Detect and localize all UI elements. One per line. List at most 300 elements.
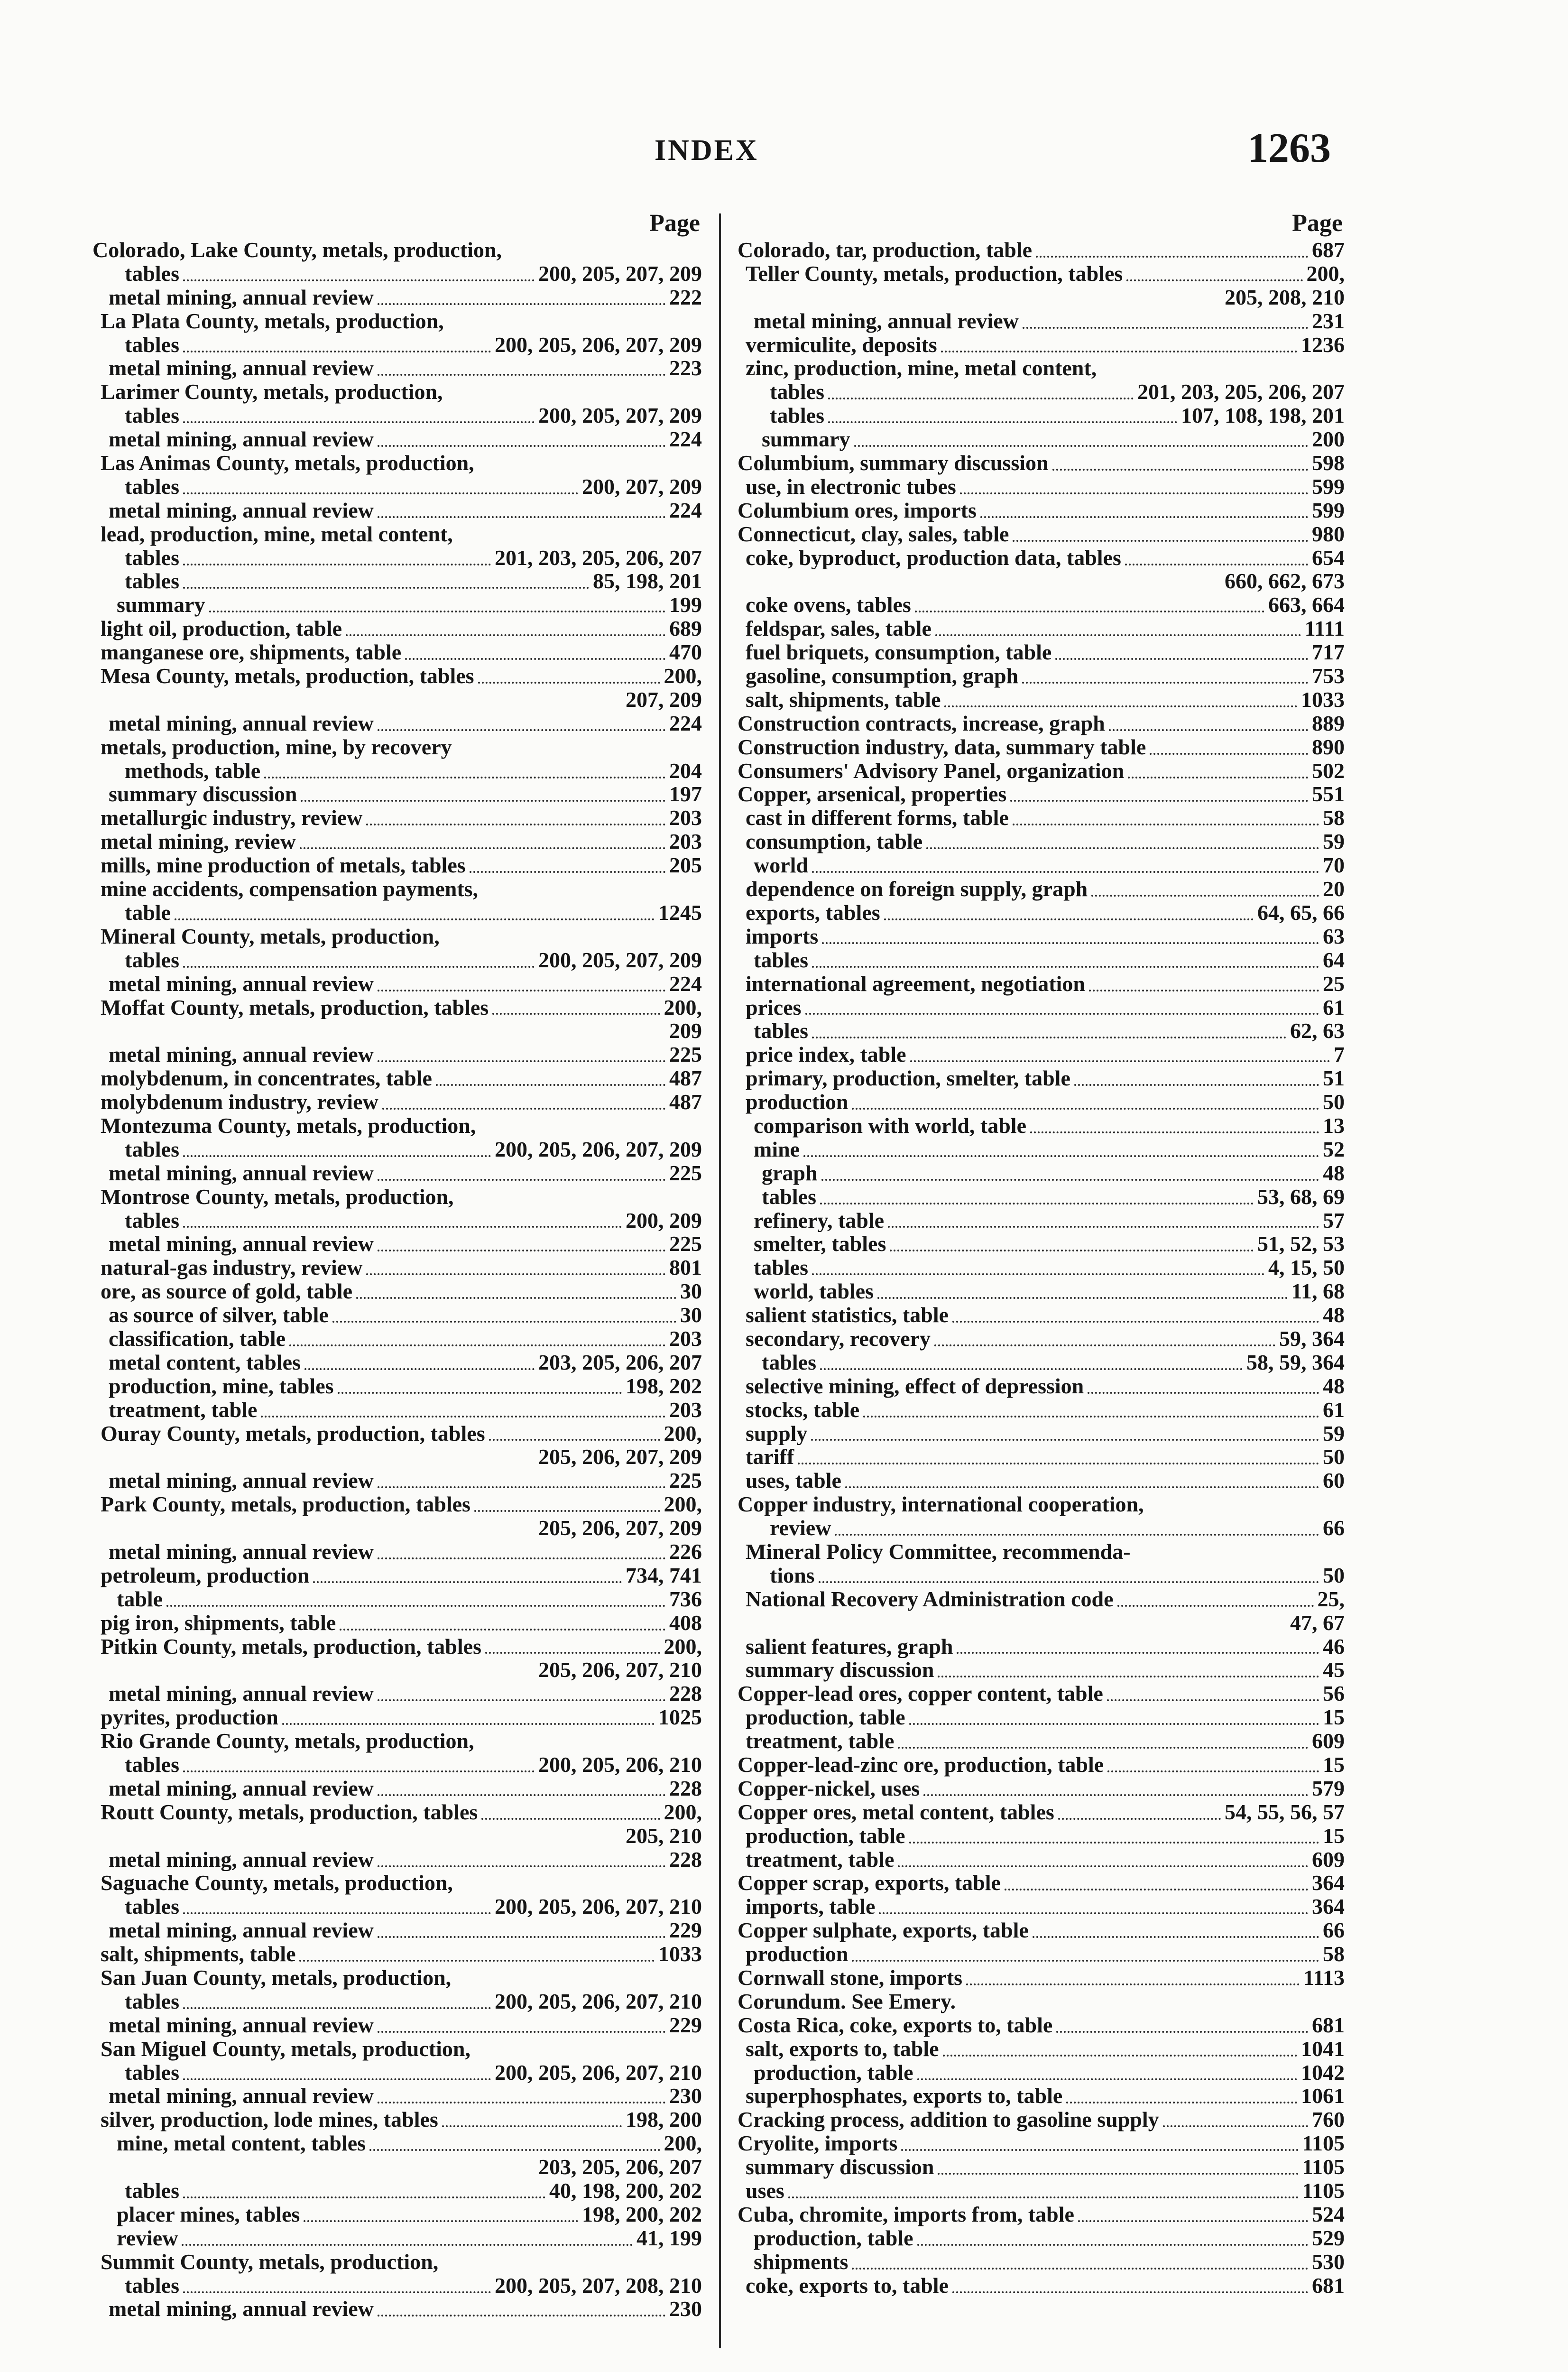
entry-term: Mesa County, metals, production, tables — [101, 664, 474, 688]
entry-page-refs: 599 — [1312, 474, 1345, 499]
dot-leader — [474, 1510, 660, 1512]
entry-page-refs: 225 — [669, 1161, 702, 1185]
dot-leader — [1088, 1392, 1319, 1394]
entry-term: primary, production, smelter, table — [746, 1066, 1070, 1091]
index-entry — [738, 522, 1345, 546]
dot-leader — [915, 611, 1264, 612]
dot-leader — [1033, 1936, 1319, 1938]
dot-leader — [378, 1936, 665, 1938]
index-entry — [92, 712, 702, 735]
entry-term: coke, exports to, table — [746, 2273, 949, 2298]
index-entry — [738, 1516, 1345, 1540]
entry-page-refs: 203 — [669, 1326, 702, 1351]
index-entry — [92, 617, 702, 640]
index-entry — [92, 1777, 702, 1800]
entry-page-refs: 1105 — [1302, 2131, 1345, 2156]
index-entry — [92, 1895, 702, 1918]
index-entry — [738, 1635, 1345, 1659]
entry-term: tables — [125, 569, 179, 593]
entry-page-refs: 200, — [664, 995, 702, 1019]
index-entry — [738, 640, 1345, 664]
dot-leader — [183, 2007, 491, 2009]
entry-term: pig iron, shipments, table — [101, 1611, 336, 1635]
entry-page-refs: 231 — [1312, 309, 1345, 333]
entry-term: tables — [125, 1208, 179, 1232]
index-entry — [92, 2226, 702, 2250]
index-entry — [92, 853, 702, 877]
dot-leader — [1052, 469, 1308, 471]
dot-leader — [1109, 729, 1308, 731]
index-entry — [92, 664, 702, 688]
entry-page-refs: 200, 205, 207, 209 — [538, 261, 702, 286]
dot-leader — [957, 1652, 1319, 1654]
dot-leader — [877, 1297, 1288, 1299]
entry-term: summary discussion — [746, 1658, 934, 1682]
entry-term: silver, production, lode mines, tables — [101, 2108, 438, 2132]
entry-page-refs: 57 — [1323, 1208, 1345, 1232]
index-entry — [92, 1753, 702, 1777]
entry-term: metal mining, annual review — [109, 1232, 374, 1256]
index-entry — [92, 1611, 702, 1635]
dot-leader — [1150, 753, 1308, 755]
index-entry — [738, 782, 1345, 806]
entry-term: metal mining, annual review — [109, 285, 374, 309]
entry-term: mine, metal content, tables — [117, 2131, 366, 2156]
entry-term: metal mining, annual review — [109, 498, 374, 522]
index-entry — [92, 475, 702, 499]
index-entry — [738, 877, 1345, 901]
entry-page-refs: 48 — [1323, 1303, 1345, 1327]
dot-leader — [828, 398, 1134, 399]
entry-page-refs: 753 — [1312, 664, 1345, 688]
dot-leader — [1163, 2125, 1308, 2127]
index-entry — [738, 1256, 1345, 1279]
index-entry — [738, 2203, 1345, 2226]
entry-page-refs: 59, 364 — [1279, 1326, 1345, 1351]
index-entry — [738, 1161, 1345, 1185]
entry-page-refs: 58, 59, 364 — [1246, 1350, 1345, 1374]
entry-page-refs: 487 — [669, 1066, 702, 1091]
entry-term: tables — [754, 948, 808, 972]
index-entry — [92, 380, 702, 404]
dot-leader — [485, 1652, 660, 1654]
entry-page-refs: 551 — [1312, 782, 1345, 806]
index-entry — [92, 1209, 702, 1232]
index-entry — [738, 309, 1345, 333]
entry-term: Consumers' Advisory Panel, organization — [738, 759, 1125, 783]
index-entry — [738, 1303, 1345, 1327]
index-entry — [92, 309, 702, 333]
dot-leader — [1036, 256, 1308, 258]
dot-leader — [909, 1842, 1319, 1844]
entry-term: cast in different forms, table — [746, 806, 1009, 830]
entry-term: metal mining, annual review — [109, 1918, 374, 1943]
entry-page-refs: 1105 — [1302, 2155, 1345, 2179]
index-entry — [92, 2179, 702, 2203]
entry-page-refs: 224 — [669, 711, 702, 735]
dot-leader — [378, 1699, 665, 1701]
entry-page-refs: 364 — [1312, 1895, 1345, 1919]
index-entry — [92, 1066, 702, 1090]
entry-term: coke ovens, tables — [746, 593, 911, 617]
entry-term: review — [117, 2226, 178, 2250]
entry-term: Copper, arsenical, properties — [738, 782, 1007, 806]
index-entry — [738, 664, 1345, 688]
entry-term: metal mining, annual review — [109, 1161, 374, 1185]
entry-term: metal mining, annual review — [109, 1776, 374, 1800]
entry-page-refs: 58 — [1323, 1942, 1345, 1966]
entry-page-refs: 201, 203, 205, 206, 207 — [1137, 380, 1345, 404]
index-entry — [92, 1540, 702, 1564]
entry-term: Cracking process, addition to gasoline supply — [738, 2108, 1159, 2132]
entry-term: coke, byproduct, production data, tables — [746, 546, 1121, 570]
index-entry — [92, 238, 702, 262]
entry-term: production, mine, tables — [109, 1374, 334, 1398]
entry-page-refs: 201, 203, 205, 206, 207 — [495, 546, 702, 570]
entry-term: world, tables — [754, 1279, 874, 1304]
entry-term: prices — [746, 995, 802, 1019]
index-entry — [92, 2250, 702, 2274]
index-entry — [92, 925, 702, 948]
dot-leader — [1058, 1818, 1221, 1820]
entry-page-refs: 200, — [664, 1634, 702, 1659]
dot-leader — [378, 1179, 665, 1181]
entry-term: Las Animas County, metals, production, — [101, 451, 474, 475]
entry-page-refs: 50 — [1323, 1563, 1345, 1587]
index-entry — [738, 546, 1345, 570]
index-entry — [92, 688, 702, 712]
dot-leader — [1074, 1084, 1319, 1086]
index-entry — [92, 877, 702, 901]
index-entry — [92, 735, 702, 759]
dot-leader — [340, 1629, 665, 1631]
index-entry — [738, 1824, 1345, 1848]
entry-term: as source of silver, table — [109, 1303, 329, 1327]
entry-page-refs: 198, 200, 202 — [582, 2202, 702, 2226]
index-entry — [738, 475, 1345, 499]
entry-term: metal mining, annual review — [109, 2084, 374, 2108]
index-entry — [92, 2203, 702, 2226]
entry-term: stocks, table — [746, 1398, 860, 1422]
entry-term: lead, production, mine, metal content, — [101, 522, 453, 546]
entry-term: metal mining, annual review — [109, 2013, 374, 2037]
entry-term: production, table — [754, 2226, 913, 2250]
entry-term: shipments — [754, 2250, 849, 2274]
dot-leader — [888, 1226, 1319, 1228]
index-entry — [92, 1279, 702, 1303]
index-entry — [738, 901, 1345, 925]
page-column-label: Page — [649, 210, 700, 237]
entry-term: petroleum, production — [101, 1563, 310, 1587]
index-entry — [92, 1303, 702, 1327]
dot-leader — [926, 847, 1319, 849]
entry-page-refs: 598 — [1312, 451, 1345, 475]
entry-page-refs: 200, 209 — [626, 1208, 702, 1232]
entry-term: feldspar, sales, table — [746, 617, 932, 641]
dot-leader — [1126, 279, 1302, 281]
index-entry — [92, 972, 702, 996]
index-entry — [92, 1587, 702, 1611]
index-entry — [738, 1848, 1345, 1872]
entry-page-refs: 48 — [1323, 1374, 1345, 1398]
index-entry — [92, 1848, 702, 1872]
entry-term: Moffat County, metals, production, tables — [101, 995, 489, 1019]
entry-term: supply — [746, 1421, 808, 1445]
entry-term: imports — [746, 924, 819, 948]
entry-term: tables — [125, 2060, 179, 2085]
entry-term: ore, as source of gold, table — [101, 1279, 353, 1304]
index-entry — [738, 2131, 1345, 2155]
dot-leader — [898, 1747, 1308, 1749]
dot-leader — [1013, 824, 1319, 825]
entry-term: tables — [125, 948, 179, 972]
entry-page-refs: 203 — [669, 806, 702, 830]
entry-term: tables — [125, 2179, 179, 2203]
index-entry — [738, 1564, 1345, 1587]
entry-page-refs: 85, 198, 201 — [593, 569, 702, 593]
dot-leader — [938, 2173, 1298, 2175]
dot-leader — [935, 634, 1301, 636]
index-entry — [92, 356, 702, 380]
entry-term: tariff — [746, 1445, 794, 1469]
entry-term: San Miguel County, metals, production, — [101, 2037, 470, 2061]
entry-term: Larimer County, metals, production, — [101, 380, 443, 404]
entry-page-refs: 801 — [669, 1256, 702, 1280]
index-entry — [92, 1232, 702, 1256]
dot-leader — [346, 634, 665, 636]
dot-leader — [183, 1770, 535, 1772]
entry-term: manganese ore, shipments, table — [101, 640, 402, 665]
index-entry — [92, 404, 702, 427]
index-entry — [92, 1327, 702, 1351]
dot-leader — [299, 1960, 655, 1962]
entry-page-refs: 61 — [1323, 995, 1345, 1019]
entry-page-refs: 890 — [1312, 735, 1345, 759]
index-entry — [92, 1729, 702, 1753]
entry-page-refs: 681 — [1312, 2273, 1345, 2298]
index-entry — [738, 1445, 1345, 1469]
entry-term: Ouray County, metals, production, tables — [101, 1421, 485, 1445]
entry-page-refs: 25, — [1317, 1587, 1345, 1611]
entry-page-refs: 200, 205, 207, 208, 210 — [495, 2273, 702, 2298]
entry-page-refs: 225 — [669, 1043, 702, 1067]
entry-term: summary discussion — [746, 2155, 934, 2179]
dot-leader — [183, 351, 491, 352]
entry-page-refs: 579 — [1312, 1776, 1345, 1800]
index-entry — [738, 1327, 1345, 1351]
index-entry — [738, 569, 1345, 593]
entry-page-refs: 4, 15, 50 — [1268, 1256, 1345, 1280]
entry-term: secondary, recovery — [746, 1326, 931, 1351]
index-entry — [92, 996, 702, 1019]
entry-page-refs: 200, — [1306, 261, 1345, 286]
dot-leader — [304, 2220, 578, 2222]
entry-page-refs: 980 — [1312, 522, 1345, 546]
index-entry — [738, 1658, 1345, 1682]
entry-term: Copper scrap, exports, table — [738, 1871, 1001, 1895]
entry-page-refs: 25 — [1323, 972, 1345, 996]
entry-term: placer mines, tables — [117, 2202, 300, 2226]
index-entry — [738, 1753, 1345, 1777]
index-entry — [738, 712, 1345, 735]
index-entry — [92, 1682, 702, 1705]
dot-leader — [183, 2078, 491, 2080]
dot-leader — [378, 1865, 665, 1867]
entry-term: tables — [125, 474, 179, 499]
entry-page-refs: 200, 205, 206, 207, 209 — [495, 333, 702, 357]
entry-page-refs: 1033 — [658, 1942, 702, 1966]
entry-page-refs: 20 — [1323, 877, 1345, 901]
entry-term: uses, table — [746, 1469, 841, 1493]
index-entry — [738, 2274, 1345, 2298]
index-entry — [738, 2155, 1345, 2179]
entry-term: summary — [117, 593, 205, 617]
dot-leader — [282, 1723, 655, 1725]
dot-leader — [943, 2055, 1297, 2057]
entry-page-refs: 45 — [1323, 1658, 1345, 1682]
index-entry — [92, 2084, 702, 2108]
entry-page-refs: 660, 662, 673 — [1225, 569, 1345, 593]
entry-term: Rio Grande County, metals, production, — [101, 1729, 474, 1753]
entry-page-refs: 502 — [1312, 759, 1345, 783]
index-entry — [92, 2108, 702, 2131]
entry-term: fuel briquets, consumption, table — [746, 640, 1052, 665]
index-entry — [738, 1138, 1345, 1161]
dot-leader — [952, 1321, 1319, 1323]
entry-page-refs: 1042 — [1301, 2060, 1345, 2085]
dot-leader — [944, 705, 1297, 707]
index-entry — [92, 1374, 702, 1398]
dot-leader — [183, 2196, 545, 2198]
entry-term: smelter, tables — [754, 1232, 886, 1256]
entry-term: imports, table — [746, 1895, 876, 1919]
index-entry — [738, 1777, 1345, 1800]
dot-leader — [938, 1676, 1319, 1677]
entry-page-refs: 203 — [669, 1398, 702, 1422]
entry-page-refs: 228 — [669, 1847, 702, 1872]
entry-page-refs: 61 — [1323, 1398, 1345, 1422]
entry-page-refs: 205, 208, 210 — [1225, 285, 1345, 309]
index-entry — [738, 1492, 1345, 1516]
index-entry — [92, 1942, 702, 1966]
entry-term: Construction contracts, increase, graph — [738, 711, 1105, 735]
index-entry — [738, 1469, 1345, 1492]
index-entry — [92, 1800, 702, 1824]
entry-term: tables — [125, 1989, 179, 2013]
entry-page-refs: 13 — [1323, 1113, 1345, 1138]
entry-page-refs: 59 — [1323, 830, 1345, 854]
index-entry — [738, 1540, 1345, 1564]
index-entry — [92, 782, 702, 806]
entry-page-refs: 689 — [669, 617, 702, 641]
index-entry — [738, 286, 1345, 309]
dot-leader — [812, 966, 1319, 968]
dot-leader — [183, 1912, 491, 1914]
entry-page-refs: 47, 67 — [1290, 1611, 1345, 1635]
entry-page-refs: 524 — [1312, 2202, 1345, 2226]
dot-leader — [378, 516, 665, 518]
dot-leader — [952, 2291, 1308, 2293]
index-entry — [92, 2155, 702, 2179]
index-entry — [738, 688, 1345, 712]
index-entry — [738, 593, 1345, 617]
index-entry — [92, 1445, 702, 1469]
dot-leader — [300, 847, 665, 849]
dot-leader — [332, 1321, 676, 1323]
entry-term: Columbium ores, imports — [738, 498, 977, 522]
index-entry — [738, 830, 1345, 853]
entry-page-refs: 198, 202 — [626, 1374, 702, 1398]
entry-page-refs: 1111 — [1304, 617, 1345, 641]
dot-leader — [1010, 800, 1308, 802]
entry-term: Construction industry, data, summary table — [738, 735, 1146, 759]
index-entry — [738, 1895, 1345, 1918]
dot-leader — [183, 966, 535, 968]
entry-page-refs: 200, 205, 207, 209 — [538, 948, 702, 972]
index-entry — [92, 830, 702, 853]
entry-page-refs: 197 — [669, 782, 702, 806]
entry-term: salient statistics, table — [746, 1303, 949, 1327]
dot-leader — [805, 1013, 1319, 1015]
dot-leader — [378, 990, 665, 991]
entry-page-refs: 199 — [669, 593, 702, 617]
entry-page-refs: 609 — [1312, 1729, 1345, 1753]
entry-page-refs: 50 — [1323, 1445, 1345, 1469]
index-entry — [92, 1351, 702, 1374]
entry-page-refs: 599 — [1312, 498, 1345, 522]
entry-page-refs: 203, 205, 206, 207 — [538, 2155, 702, 2179]
entry-term: metal mining, annual review — [109, 711, 374, 735]
index-entry — [738, 499, 1345, 522]
page-number: 1263 — [1247, 125, 1331, 171]
dot-leader — [934, 1344, 1275, 1346]
dot-leader — [183, 1155, 491, 1157]
dot-leader — [289, 1344, 665, 1346]
index-entry — [738, 2108, 1345, 2131]
entry-page-refs: 53, 68, 69 — [1257, 1185, 1345, 1209]
entry-term: tables — [762, 1350, 816, 1374]
entry-page-refs: 66 — [1323, 1918, 1345, 1943]
entry-page-refs: 609 — [1312, 1847, 1345, 1872]
entry-page-refs: 203 — [669, 830, 702, 854]
entry-term: salt, exports to, table — [746, 2037, 939, 2061]
index-entry — [92, 1043, 702, 1066]
entry-page-refs: 224 — [669, 498, 702, 522]
entry-page-refs: 200, — [664, 1800, 702, 1824]
index-entry — [92, 1966, 702, 1990]
index-entry — [738, 1611, 1345, 1635]
entry-page-refs: 205, 206, 207, 210 — [538, 1658, 702, 1682]
dot-leader — [405, 658, 665, 660]
index-entry — [738, 1918, 1345, 1942]
entry-page-refs: 207, 209 — [626, 687, 702, 712]
entry-term: metal mining, annual review — [109, 1469, 374, 1493]
index-entry — [92, 2274, 702, 2298]
index-entry — [92, 522, 702, 546]
index-entry — [92, 262, 702, 286]
index-entry — [92, 1185, 702, 1209]
entry-term: Cuba, chromite, imports from, table — [738, 2202, 1074, 2226]
entry-page-refs: 200, 205, 206, 207, 209 — [495, 1137, 702, 1161]
index-entry — [92, 1161, 702, 1185]
entry-term: National Recovery Administration code — [746, 1587, 1114, 1611]
dot-leader — [852, 1960, 1319, 1962]
index-entry — [738, 617, 1345, 640]
dot-leader — [183, 492, 578, 494]
dot-leader — [478, 682, 660, 684]
entry-page-refs: 54, 55, 56, 57 — [1225, 1800, 1345, 1824]
entry-term: metal mining, review — [101, 830, 296, 854]
